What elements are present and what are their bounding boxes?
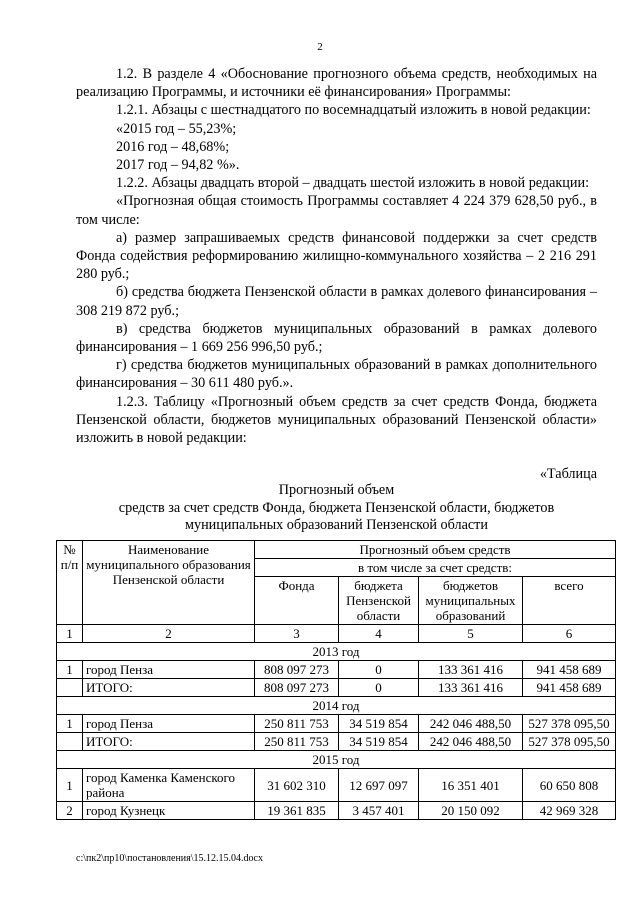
table-row <box>57 769 616 802</box>
header-row <box>57 541 616 559</box>
row-total: 941 458 689 <box>523 679 616 697</box>
page-number: 2 <box>317 41 323 53</box>
table-row <box>57 679 616 697</box>
row-name: город Каменка Каменского района <box>83 769 255 802</box>
row-municipal: 16 351 401 <box>419 769 523 802</box>
paragraph-v: в) средства бюджетов муниципальных образований в рамках долевого финансирования – 1 669 256 996,50 руб.; <box>76 320 597 356</box>
column-number: 5 <box>419 625 523 643</box>
header-num: № п/п <box>57 541 83 625</box>
column-number: 1 <box>57 625 83 643</box>
column-number: 2 <box>83 625 255 643</box>
row-fund: 250 811 753 <box>255 733 339 751</box>
row-total: 527 378 095,50 <box>523 733 616 751</box>
row-municipal: 133 361 416 <box>419 679 523 697</box>
row-municipal: 20 150 092 <box>419 802 523 820</box>
year-label: 2014 год <box>57 697 616 715</box>
row-region: 0 <box>339 661 419 679</box>
row-name: ИТОГО: <box>83 733 255 751</box>
row-fund: 250 811 753 <box>255 715 339 733</box>
year-label: 2015 год <box>57 751 616 769</box>
footer-file-path: c:\пк2\пр10\постановления\15.12.15.04.docx <box>76 853 263 864</box>
paragraph-2016: 2016 год – 48,68%; <box>116 138 230 155</box>
column-number: 4 <box>339 625 419 643</box>
row-total: 60 650 808 <box>523 769 616 802</box>
row-name: город Кузнецк <box>83 802 255 820</box>
row-municipal: 242 046 488,50 <box>419 733 523 751</box>
year-row-2013 <box>57 643 616 661</box>
row-num: 2 <box>57 802 83 820</box>
table-title-line-3: муниципальных образований Пензенской области <box>185 517 488 533</box>
row-region: 12 697 097 <box>339 769 419 802</box>
paragraph-total-cost: «Прогнозная общая стоимость Программы составляет 4 224 379 628,50 руб., в том числе: <box>76 193 597 228</box>
header-including: в том числе за счет средств: <box>255 559 616 577</box>
column-number: 3 <box>255 625 339 643</box>
row-fund: 31 602 310 <box>255 769 339 802</box>
paragraph-1-2-1: 1.2.1. Абзацы с шестнадцатого по восемнадцатый изложить в новой редакции: <box>116 102 591 119</box>
table-row <box>57 661 616 679</box>
year-label: 2013 год <box>57 643 616 661</box>
header-region-budget: бюджета Пензенской области <box>339 577 419 625</box>
row-total: 941 458 689 <box>523 661 616 679</box>
row-name: город Пенза <box>83 661 255 679</box>
row-region: 3 457 401 <box>339 802 419 820</box>
row-num: 1 <box>57 661 83 679</box>
row-num <box>57 679 83 697</box>
forecast-table <box>56 540 616 820</box>
header-forecast: Прогнозный объем средств <box>255 541 616 559</box>
table-title-line-1: Прогнозный объем <box>278 482 395 498</box>
paragraph-2017: 2017 год – 94,82 %». <box>116 157 240 174</box>
table-label: «Таблица <box>539 466 597 483</box>
row-total: 527 378 095,50 <box>523 715 616 733</box>
row-fund: 19 361 835 <box>255 802 339 820</box>
row-municipal: 133 361 416 <box>419 661 523 679</box>
paragraph-2015: «2015 год – 55,23%; <box>116 120 237 137</box>
header-municipal-budgets: бюджетов муниципальных образований <box>419 577 523 625</box>
year-row-2015 <box>57 751 616 769</box>
paragraph-1-2-2: 1.2.2. Абзацы двадцать второй – двадцать шестой изложить в новой редакции: <box>116 175 590 192</box>
year-row-2014 <box>57 697 616 715</box>
header-fund: Фонда <box>255 577 339 625</box>
row-municipal: 242 046 488,50 <box>419 715 523 733</box>
header-total: всего <box>523 577 616 625</box>
header-name: Наименование муниципального образования Пензенской области <box>83 541 255 625</box>
row-num: 1 <box>57 715 83 733</box>
column-number-row <box>57 625 616 643</box>
table-row <box>57 802 616 820</box>
row-region: 34 519 854 <box>339 733 419 751</box>
row-name: ИТОГО: <box>83 679 255 697</box>
table-title <box>76 482 597 535</box>
paragraph-1-2: 1.2. В разделе 4 «Обоснование прогнозного объема средств, необходимых на реализацию Программы, и источники её финансирования» Программы: <box>76 66 597 101</box>
paragraph-b: б) средства бюджета Пензенской области в рамках долевого финансирования – 308 219 872 руб.; <box>76 284 597 319</box>
row-num <box>57 733 83 751</box>
row-name: город Пенза <box>83 715 255 733</box>
row-fund: 808 097 273 <box>255 661 339 679</box>
table-row <box>57 733 616 751</box>
row-fund: 808 097 273 <box>255 679 339 697</box>
table-row <box>57 715 616 733</box>
document-body <box>76 65 597 483</box>
row-total: 42 969 328 <box>523 802 616 820</box>
row-region: 34 519 854 <box>339 715 419 733</box>
paragraph-a: а) размер запрашиваемых средств финансовой поддержки за счет средств Фонда содействия реформированию жилищно-коммунального хозяйства – 2 216 291 280 руб.; <box>76 229 597 283</box>
row-num: 1 <box>57 769 83 802</box>
column-number: 6 <box>523 625 616 643</box>
row-region: 0 <box>339 679 419 697</box>
paragraph-1-2-3: 1.2.3. Таблицу «Прогнозный объем средств за счет средств Фонда, бюджета Пензенской области, бюджетов муниципальных образований Пензенской области» изложить в новой редакции: <box>76 393 597 447</box>
paragraph-g: г) средства бюджетов муниципальных образований в рамках дополнительного финансирования – 30 611 480 руб.». <box>76 357 597 392</box>
table-title-line-2: средств за счет средств Фонда, бюджета Пензенской области, бюджетов <box>118 499 555 516</box>
